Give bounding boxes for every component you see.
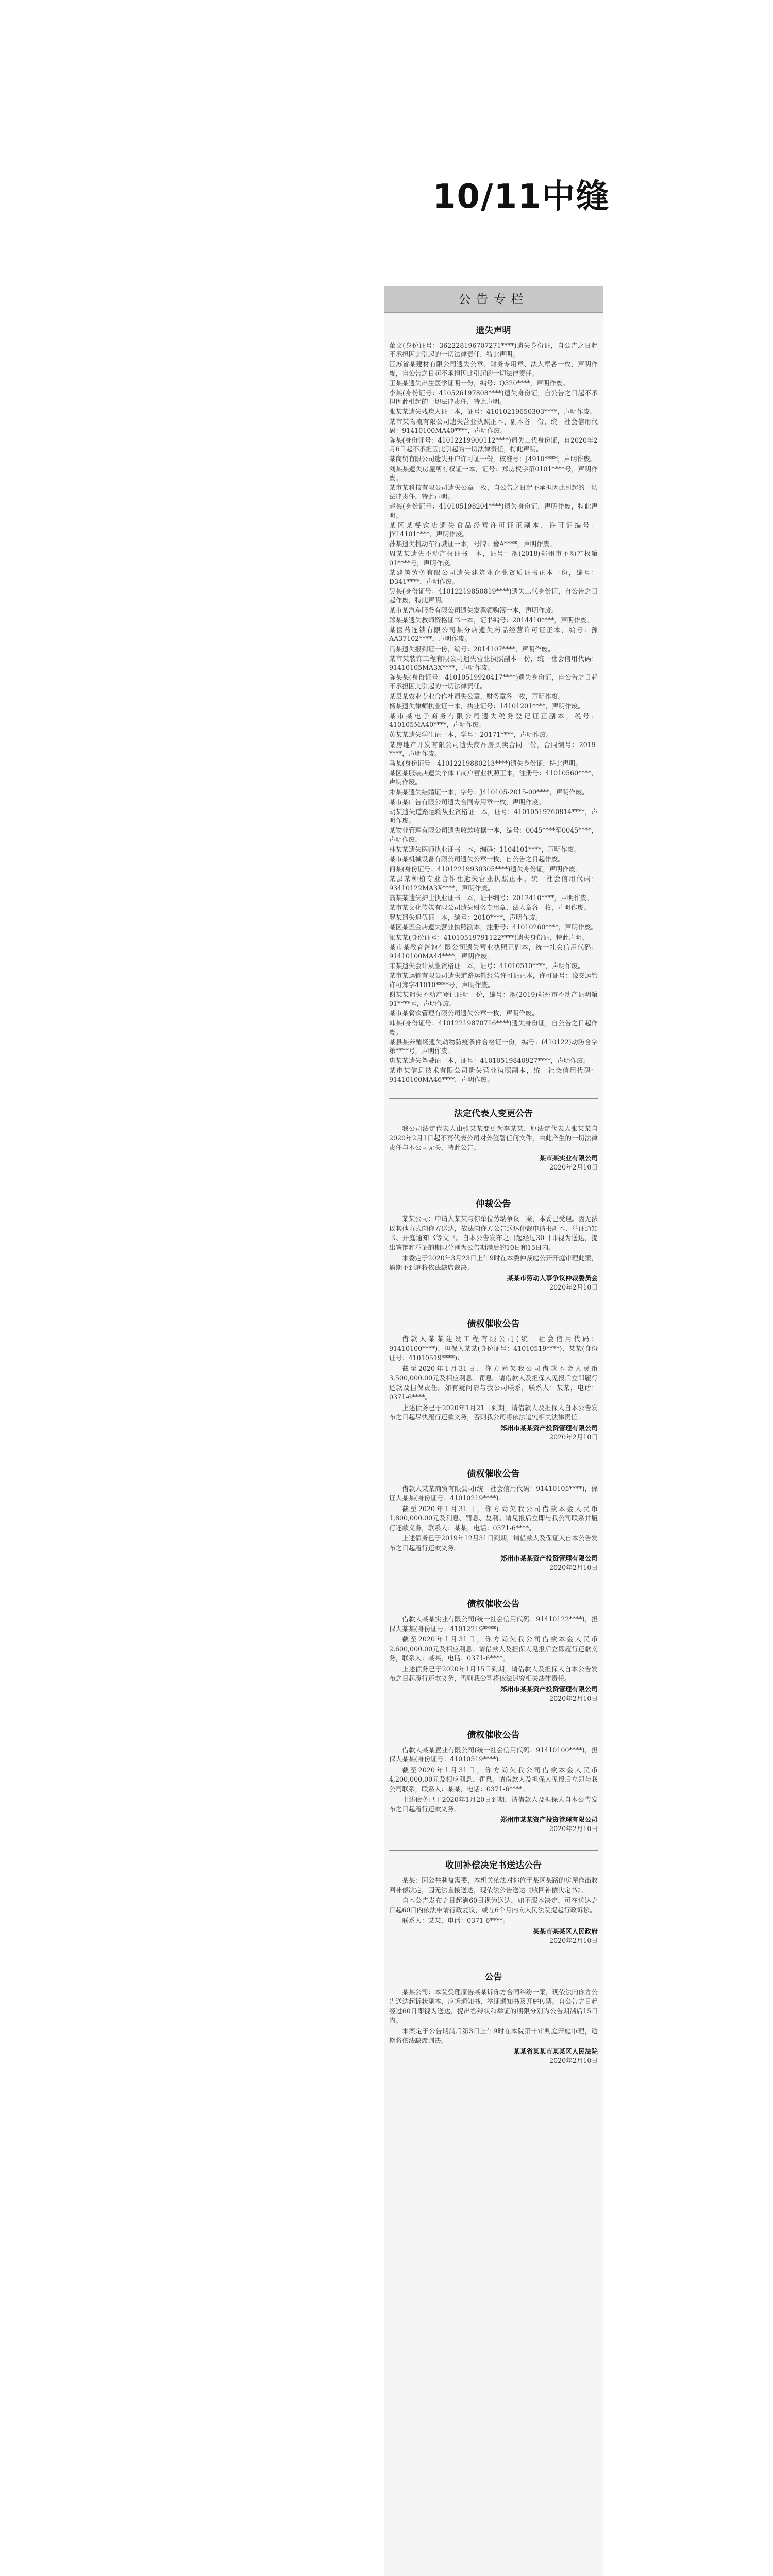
lost-notice-entry: 谢某某遗失不动产登记证明一份，编号：豫(2019)郑州市不动产证明第01****号，声明作废。	[389, 990, 598, 1008]
notice-date: 2020年2月10日	[549, 1283, 598, 1292]
notice-title: 债权催收公告	[467, 1468, 520, 1479]
notice-signature: 某某市某某区人民政府	[533, 1927, 598, 1935]
notice-signature: 某某市劳动人事争议仲裁委员会	[507, 1274, 598, 1282]
lost-notice-entry: 某建筑劳务有限公司遗失建筑业企业资质证书正本一份，编号：D341****，声明作废。	[389, 568, 598, 586]
notice-list	[384, 1090, 603, 2074]
lost-notice-entry: 罗某遗失退伍证一本，编号：2010****，声明作废。	[389, 913, 542, 922]
lost-notice-entry: 张某某遗失残疾人证一本，证号：41010219650303****，声明作废。	[389, 408, 596, 416]
lost-notice-entry: 某区某五金店遗失营业执照副本，注册号：41010260****，声明作废。	[389, 923, 598, 931]
lost-notice-entry: 某县某养殖场遗失动物防疫条件合格证一份，编号：(410122)动防合字第****号，声明作废。	[389, 1038, 598, 1055]
notice-signature: 某某省某某市某某区人民法院	[513, 2047, 598, 2055]
notice-paragraph: 截至2020年1月31日，你方尚欠我公司借款本金人民币3,500,000.00元及相应利息、罚息。请借款人及担保人见报后立即履行还款及担保责任。如有疑问请与我公司联系，联系人：某某，电话：0371-6****。	[389, 1364, 598, 1401]
lost-notice-entry: 某市某运输有限公司遗失道路运输经营许可证正本，许可证号：豫交运管许可郑字41010****号，声明作废。	[389, 972, 598, 989]
notice-title: 仲裁公告	[476, 1199, 511, 1210]
notice-date: 2020年2月10日	[549, 1163, 598, 1172]
notice-paragraph: 自本公告发布之日起满60日视为送达。如不服本决定，可在送达之日起60日内依法申请行政复议，或在6个月内向人民法院提起行政诉讼。	[389, 1896, 598, 1914]
notice-paragraph: 借款人某某商贸有限公司(统一社会信用代码：91410105****)，保证人某某(身份证号：41010219****)：	[389, 1484, 598, 1502]
lost-notice-entry: 韩某(身份证号：41012219870716****)遗失身份证，自公告之日起作废。	[389, 1019, 598, 1036]
notice-signature: 郑州市某某资产投资管理有限公司	[500, 1685, 598, 1693]
lost-notice-entry: 朱某某遗失结婚证一本，字号：J410105-2015-00****，声明作废。	[389, 788, 589, 796]
lost-notice-entry: 宋某遗失会计从业资格证一本，证号：41010510****，声明作废。	[389, 962, 584, 970]
lost-notice-entry: 某区某服装店遗失个体工商户营业执照正本，注册号：41010560****，声明作废。	[389, 769, 598, 786]
lost-notice-entry: 杨某遗失律师执业证一本，执业证号：14101201****，声明作废。	[389, 702, 584, 710]
notice-paragraph: 联系人：某某，电话：0371-6****。	[402, 1917, 510, 1925]
lost-notice-entry: 某县某种植专业合作社遗失营业执照正本，统一社会信用代码：93410122MA3X****，声明作废。	[389, 875, 598, 892]
lost-notice-entry: 郑某某遗失教师资格证书一本，证书编号：2014410****，声明作废。	[389, 616, 594, 624]
notice-paragraph: 上述债务已于2019年12月31日到期，请借款人及保证人自本公告发布之日起履行还款义务。	[389, 1534, 598, 1552]
notice-section	[384, 1300, 603, 1450]
lost-notice-entry: 某物业管理有限公司遗失收款收据一本，编号：0045****至0045****，声明作废。	[389, 826, 598, 843]
notice-paragraph: 截至2020年1月31日，你方尚欠我公司借款本金人民币4,200,000.00元及相应利息、罚息。请借款人及担保人见报后立即与我公司联系，联系人：某某，电话：0371-6****。	[389, 1766, 598, 1793]
lost-notice-title: 遗失声明	[476, 326, 511, 336]
lost-notice-entry: 某市某广告有限公司遗失合同专用章一枚，声明作废。	[389, 798, 545, 806]
lost-notice-entry: 刘某某遗失房屋所有权证一本，证号：郑房权字第0101****号，声明作废。	[389, 465, 598, 482]
lost-notice-entry: 某商贸有限公司遗失开户许可证一份，核准号：J4910****，声明作废。	[389, 455, 597, 463]
notice-title: 债权催收公告	[467, 1319, 520, 1330]
notice-paragraph: 上述债务已于2020年1月15日到期，请借款人及担保人自本公告发布之日起履行还款义务，否则我公司将依法追究相关法律责任。	[389, 1665, 598, 1683]
notice-signature: 郑州市某某资产投资管理有限公司	[500, 1423, 598, 1432]
column-title: 公告专栏	[384, 286, 603, 313]
lost-notice-entry: 某县某农业专业合作社遗失公章、财务章各一枚，声明作废。	[389, 692, 565, 700]
lost-notice-entry: 冯某遗失报到证一份，编号：2014107****，声明作废。	[389, 645, 554, 653]
page-header-title: 10/11中缝	[433, 178, 610, 216]
lost-notice-entry: 高某某遗失护士执业证书一本，证书编号：2012410****，声明作废。	[389, 893, 594, 902]
notice-divider	[389, 1098, 598, 1099]
lost-notice-entry: 李某(身份证号：410526197808****)遗失身份证，自公告之日起不承担因此引起的一切法律责任，特此声明。	[389, 389, 598, 406]
lost-notice-entry: 吴某(身份证号：41012219850819****)遗失二代身份证，自公告之日起作废，特此声明。	[389, 587, 598, 604]
lost-notice-entry: 某市某电子商务有限公司遗失税务登记证正副本，税号：410105MA40****，声明作废。	[389, 711, 598, 729]
lost-notice-entry: 陈某(身份证号：41012219900112****)遗失二代身份证，自2020年2月6日起不承担因此引起的一切法律责任，特此声明。	[389, 436, 598, 453]
lost-notice-entry: 江苏省某建材有限公司遗失公章、财务专用章、法人章各一枚，声明作废，自公告之日起不承担因此引起的一切法律责任。	[389, 360, 598, 377]
lost-notice-entry: 某市某餐饮管理有限公司遗失公章一枚，声明作废。	[389, 1009, 539, 1018]
lost-notice-entry: 周某某遗失不动产权证书一本，证号：豫(2018)郑州市不动产权第01****号，声明作废。	[389, 550, 598, 567]
notice-date: 2020年2月10日	[549, 2056, 598, 2064]
lost-notice-entry: 某市某汽车服务有限公司遗失发票领购簿一本，声明作废。	[389, 606, 558, 614]
lost-notice-entry: 梁某某(身份证号：41010519791122****)遗失身份证，特此声明。	[389, 933, 589, 941]
notice-paragraph: 本委定于2020年3月23日上午9时在本委仲裁庭公开开庭审理此案，逾期不到庭将依法缺席裁决。	[389, 1254, 598, 1272]
notice-paragraph: 借款人某某置业有限公司(统一社会信用代码：91410100****)，担保人某某(身份证号：41010519****)：	[389, 1745, 598, 1764]
lost-notice-entry: 董文(身份证号：362228196707271****)遗失身份证，自公告之日起不承担因此引起的一切法律责任，特此声明。	[389, 342, 598, 359]
lost-notice-entry: 陈某某(身份证号：41010519920417****)遗失身份证，自公告之日起不承担因此引起的一切法律责任。	[389, 673, 598, 690]
lost-notice-entry: 某市某机械设备有限公司遗失公章一枚，自公告之日起作废。	[389, 855, 565, 863]
notice-title: 公告	[484, 1972, 502, 1982]
notice-paragraph: 本案定于公告期满后第3日上午9时在本院第十审判庭开庭审理，逾期将依法缺席判决。	[389, 2027, 598, 2045]
notice-section	[384, 1090, 603, 1181]
lost-notice-section	[384, 313, 603, 1090]
lost-notice-entry: 某市某装饰工程有限公司遗失营业执照副本一份，统一社会信用代码：91410105MA3X****，声明作废。	[389, 654, 598, 671]
lost-notice-entry: 何某(身份证号：41012219930305****)遗失身份证，声明作废。	[389, 865, 582, 873]
notice-section	[384, 1842, 603, 1954]
lost-notice-entry: 马某(身份证号：41012219880213****)遗失身份证，特此声明。	[389, 759, 582, 767]
lost-notice-entry: 胡某遗失道路运输从业资格证一本，证号：41010519760814****，声明作废。	[389, 807, 598, 825]
notice-signature: 郑州市某某资产投资管理有限公司	[500, 1554, 598, 1563]
notice-section	[384, 1954, 603, 2074]
notice-paragraph: 借款人某某建设工程有限公司(统一社会信用代码：91410100****)，担保人某某(身份证号：41010519****)、某某(身份证号：41010519****)：	[389, 1335, 598, 1362]
notice-date: 2020年2月10日	[549, 1694, 598, 1702]
notice-divider	[389, 1850, 598, 1851]
lost-notice-entry: 林某某遗失医师执业证书一本，编码：1104101****，声明作废。	[389, 845, 580, 853]
notice-paragraph: 上述债务已于2020年1月20日到期，请借款人及担保人自本公告发布之日起履行还款义务。	[389, 1795, 598, 1813]
notice-paragraph: 我公司法定代表人由张某某变更为李某某，原法定代表人张某某自2020年2月1日起不再代表公司对外签署任何文件，由此产生的一切法律责任与本公司无关，特此公告。	[389, 1124, 598, 1151]
notice-section	[384, 1180, 603, 1300]
notice-signature: 郑州市某某资产投资管理有限公司	[500, 1816, 598, 1824]
notice-title: 债权催收公告	[467, 1599, 520, 1610]
notice-paragraph: 借款人某某实业有限公司(统一社会信用代码：91410122****)，担保人某某(身份证号：41012219****)：	[389, 1615, 598, 1633]
notice-section	[384, 1581, 603, 1711]
notice-section	[384, 1450, 603, 1581]
notice-title: 法定代表人变更公告	[454, 1108, 533, 1119]
notice-date: 2020年2月10日	[549, 1825, 598, 1833]
notice-paragraph: 某某公司：本院受理原告某某诉你方合同纠纷一案，现依法向你方公告送达起诉状副本、应诉通知书、举证通知书及开庭传票。自公告之日起经过60日即视为送达，提出答辩状和举证的期限分别为公告期满后15日内。	[389, 1988, 598, 2025]
lost-notice-entry: 某医药连锁有限公司某分店遗失药品经营许可证正本，编号：豫AA37102****，声明作废。	[389, 626, 598, 643]
lost-notice-entry: 某市某科技有限公司遗失公章一枚，自公告之日起不承担因此引起的一切法律责任，特此声明。	[389, 484, 598, 501]
notice-title: 收回补偿决定书送达公告	[445, 1860, 542, 1871]
notice-paragraph: 截至2020年1月31日，你方尚欠我公司借款本金人民币2,600,000.00元及相应利息。请借款人及担保人见报后立即履行还款义务，联系人：某某，电话：0371-6****。	[389, 1635, 598, 1663]
notice-date: 2020年2月10日	[549, 1564, 598, 1572]
lost-notice-entry: 王某某遗失出生医学证明一份，编号：Q320****，声明作废。	[389, 379, 569, 387]
notice-section	[384, 1711, 603, 1842]
lost-notice-entry: 某房地产开发有限公司遗失商品房买卖合同一份，合同编号：2019-****，声明作废。	[389, 740, 598, 757]
notice-date: 2020年2月10日	[549, 1936, 598, 1944]
lost-notice-entry: 赵某(身份证号：410105198204****)遗失身份证，声明作废，特此声明。	[389, 502, 598, 519]
lost-notice-list	[389, 341, 598, 1084]
lost-notice-entry: 某市某信息技术有限公司遗失营业执照副本，统一社会信用代码：91410100MA46****，声明作废。	[389, 1066, 598, 1083]
notice-paragraph: 某某公司：申请人某某与你单位劳动争议一案，本委已受理。因无法以其他方式向你方送达，依法向你方公告送达仲裁申请书副本、举证通知书、开庭通知书等文书。自本公告发布之日起经过30日即视为送达，提出答辩和举证的期限分别为公告期满后的10日和15日内。	[389, 1215, 598, 1251]
lost-notice-entry: 某区某餐饮店遗失食品经营许可证正副本，许可证编号：JY14101****，声明作废。	[389, 521, 598, 538]
announcement-column	[384, 286, 603, 2576]
lost-notice-entry: 唐某某遗失驾驶证一本，证号：41010519840927****，声明作废。	[389, 1057, 590, 1065]
notice-paragraph: 截至2020年1月31日，你方尚欠我公司借款本金人民币1,800,000.00元及利息、罚息、复利。请见报后立即与我公司联系并履行还款义务，联系人：某某，电话：0371-6****。	[389, 1504, 598, 1532]
notice-paragraph: 上述债务已于2020年1月21日到期，请借款人及担保人自本公告发布之日起尽快履行还款义务，否则我公司将依法追究相关法律责任。	[389, 1403, 598, 1421]
lost-notice-entry: 孙某遗失机动车行驶证一本，号牌：豫A****，声明作废。	[389, 540, 556, 548]
notice-signature: 某市某实业有限公司	[539, 1154, 598, 1162]
notice-title: 债权催收公告	[467, 1730, 520, 1740]
lost-notice-entry: 黄某某遗失学生证一本，学号：20171****，声明作废。	[389, 731, 553, 739]
lost-notice-entry: 某市某物流有限公司遗失营业执照正本、副本各一份，统一社会信用代码：91410100MA40****，声明作废。	[389, 417, 598, 434]
lost-notice-entry: 某市某教育咨询有限公司遗失营业执照正副本，统一社会信用代码：91410100MA44****，声明作废。	[389, 943, 598, 960]
notice-date: 2020年2月10日	[549, 1433, 598, 1441]
lost-notice-entry: 某市某文化传媒有限公司遗失财务专用章、法人章各一枚，声明作废。	[389, 903, 591, 911]
notice-paragraph: 某某：因公共利益需要，本机关依法对你位于某区某路的房屋作出收回补偿决定，因无法直接送达，现依法公告送达《收回补偿决定书》。	[389, 1876, 598, 1894]
